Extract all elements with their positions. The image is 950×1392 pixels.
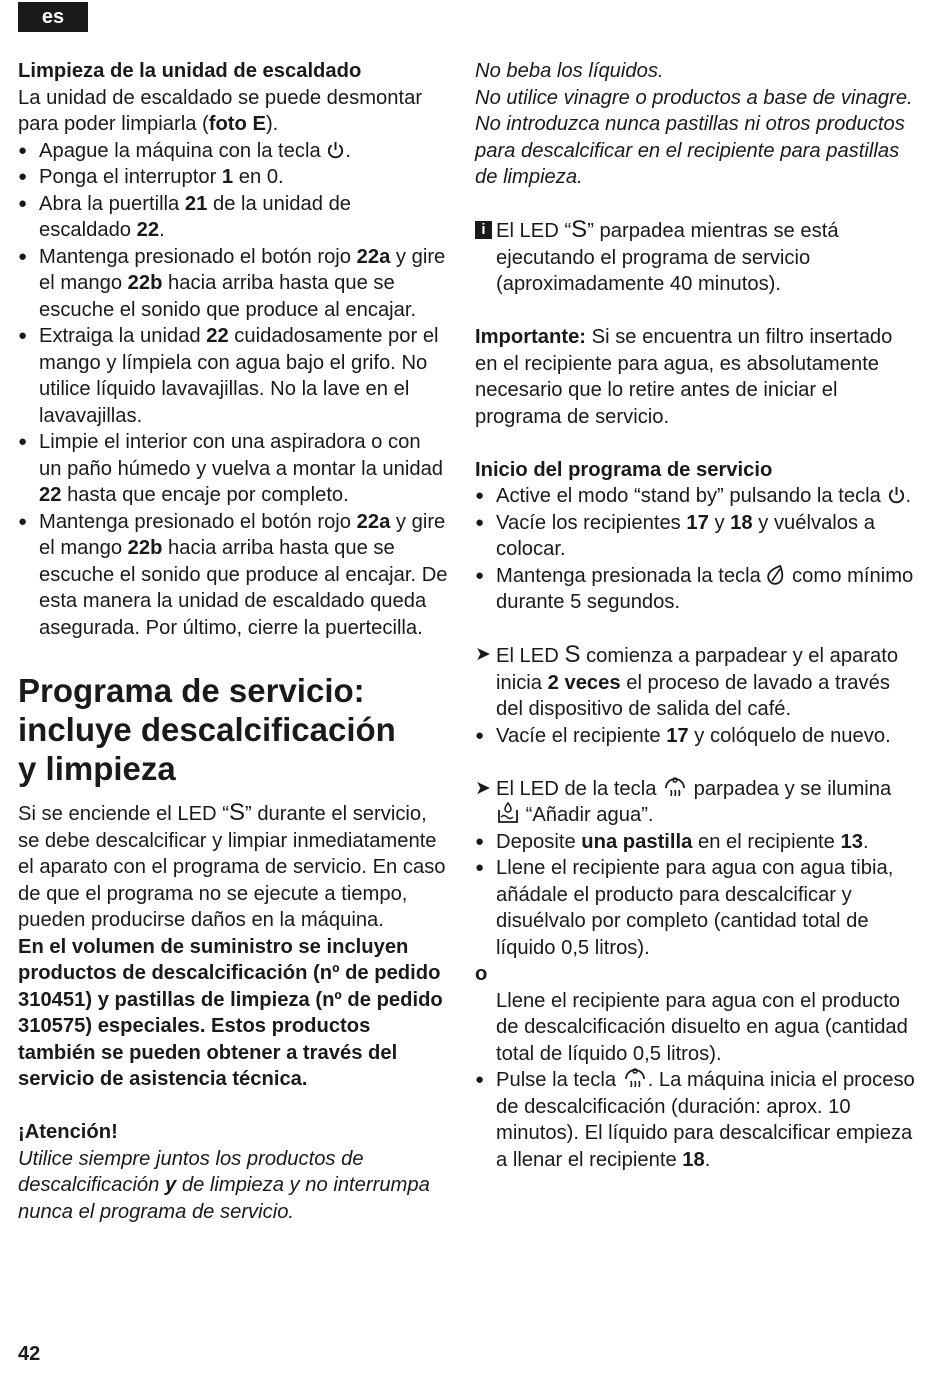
list-item: ● Llene el recipiente para agua con agua tibia, añádale el producto para descalcificar y disuélvalo por completo (cantidad total de líquido 0,5 litros). [475, 855, 915, 961]
heading-start-service-program: Inicio del programa de servicio [475, 458, 773, 481]
service-led-symbol: S [571, 216, 588, 243]
list-item: ● Apague la máquina con la tecla . [18, 138, 448, 165]
power-icon [326, 140, 345, 160]
info-note: i El LED “S” parpadea mientras se está ejecutando el programa de servicio (aproximadamente 40 minutos). [475, 217, 915, 298]
warning-line: No utilice vinagre o productos a base de vinagre. [475, 86, 913, 109]
descaling-steps-list [475, 829, 915, 962]
rinse-key-icon [766, 563, 786, 585]
language-tab: es [18, 2, 88, 32]
list-item: ● Mantenga presionada la tecla como mínimo durante 5 segundos. [475, 563, 915, 616]
add-water-icon [496, 802, 520, 824]
list-item: ● Abra la puertilla 21 de la unidad de escaldado 22. [18, 191, 448, 244]
warning-line: No introduzca nunca pastillas ni otros productos para descalcificar en el recipiente para pastillas de limpieza. [475, 113, 905, 188]
page-number: 42 [18, 1343, 41, 1365]
supply-note-paragraph: En el volumen de suministro se incluyen productos de descalcificación (nº de pedido 310451) y pastillas de limpieza (nº de pedido 310575) especiales. Estos productos también se pueden obtener a través del servicio de asistencia técnica. [18, 935, 443, 1090]
list-item: ● Pulse la tecla . La máquina inicia el proceso de descalcificación (duración: aprox. 10 minutos). El líquido para descalcificar empieza a llenar el recipiente 18. [475, 1067, 915, 1173]
power-icon [887, 485, 906, 505]
list-item: ● Mantenga presionado el botón rojo 22a y gire el mango 22b hacia arriba hasta que se escuche el sonido que produce al encajar. [18, 244, 448, 324]
start-steps-list [475, 483, 915, 616]
list-item: ● Ponga el interruptor 1 en 0. [18, 164, 448, 191]
service-program-icon [662, 776, 688, 798]
list-item: ● Vacíe los recipientes 17 y 18 y vuélvalos a colocar. [475, 510, 915, 563]
service-led-symbol: S [564, 641, 581, 668]
cleaning-steps-list [18, 138, 448, 642]
result-step: ➤ El LED S comienza a parpadear y el aparato inicia 2 veces el proceso de lavado a través del dispositivo de salida del café. [475, 641, 899, 720]
attention-text: Utilice siempre juntos los productos de descalcificación y de limpieza y no interrumpa nunca el programa de servicio. [18, 1147, 430, 1223]
service-program-icon [622, 1067, 648, 1089]
or-separator: o [475, 963, 488, 985]
heading-cleaning-brewing-unit: Limpieza de la unidad de escaldado [18, 60, 362, 82]
list-item: ● Deposite una pastilla en el recipiente 13. [475, 829, 915, 856]
info-icon: i [475, 221, 492, 239]
arrow-icon: ➤ [475, 644, 491, 665]
alternative-step: Llene el recipiente para agua con el producto de descalcificación disuelto en agua (cantidad total de líquido 0,5 litros). [496, 989, 908, 1065]
service-led-symbol: S [228, 799, 245, 826]
left-column [18, 58, 448, 1225]
list-item: ● Vacíe el recipiente 17 y colóquelo de nuevo. [475, 723, 915, 750]
list-item: ● Active el modo “stand by” pulsando la tecla . [475, 483, 915, 510]
list-item: ● Limpie el interior con una aspiradora o con un paño húmedo y vuelva a montar la unidad 22 hasta que encaje por completo. [18, 429, 448, 509]
important-paragraph: Importante: Si se encuentra un filtro insertado en el recipiente para agua, es absolutamente necesario que lo retire antes de iniciar el programa de servicio. [475, 326, 893, 428]
list-item: ● Mantenga presionado el botón rojo 22a y gire el mango 22b hacia arriba hasta que se escuche el sonido que produce al encajar. De esta manera la unidad de escaldado queda asegurada. Por último, cierre la puertecilla. [18, 509, 448, 642]
empty-step-list [475, 723, 915, 750]
warning-line: No beba los líquidos. [475, 60, 664, 82]
right-column [475, 58, 915, 1173]
list-item: ● Extraiga la unidad 22 cuidadosamente por el mango y límpiela con agua bajo el grifo. No utilice líquido lavavajillas. No la lave en el lavavajillas. [18, 323, 448, 429]
arrow-icon: ➤ [475, 777, 491, 799]
result-step: ➤ El LED de la tecla parpadea y se ilumina “Añadir agua”. [475, 777, 892, 826]
descaling-final-list [475, 1067, 915, 1173]
attention-heading: ¡Atención! [18, 1121, 118, 1143]
intro-paragraph: La unidad de escaldado se puede desmontar para poder limpiarla (foto E). [18, 86, 423, 135]
section-title-service-program: Programa de servicio: incluye descalcificación y limpieza [18, 672, 396, 787]
service-led-paragraph: Si se enciende el LED “S” durante el servicio, se debe descalcificar y limpiar inmediatamente el aparato con el programa de servicio. En caso de que el programa no se ejecute a tiempo, pueden producirse daños en la máquina. [18, 799, 446, 931]
